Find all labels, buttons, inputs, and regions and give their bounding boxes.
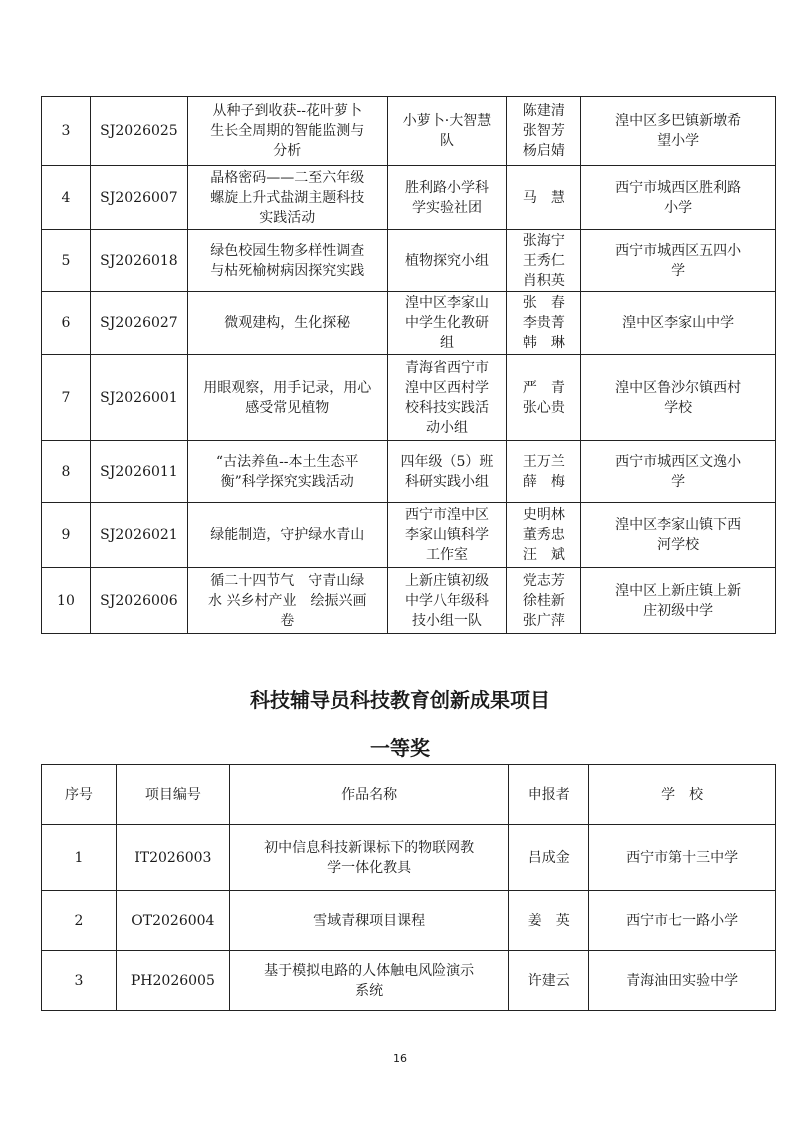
project-name: 绿色校园生物多样性调查 与枯死榆树病因探究实践	[187, 230, 387, 292]
school-name: 湟中区鲁沙尔镇西村 学校	[581, 355, 776, 441]
team-name: 植物探究小组	[387, 230, 507, 292]
school-name: 湟中区李家山镇下西 河学校	[581, 503, 776, 568]
project-name: 雪域青稞项目课程	[229, 891, 509, 951]
team-members: 陈建清 张智芳 杨启婧	[507, 97, 581, 166]
school-name: 湟中区上新庄镇上新 庄初级中学	[581, 568, 776, 634]
header-no: 序号	[42, 765, 117, 825]
row-number: 1	[42, 825, 117, 891]
header-name: 作品名称	[229, 765, 509, 825]
project-code: SJ2026025	[90, 97, 187, 166]
team-name: 小萝卜·大智慧 队	[387, 97, 507, 166]
table-row	[42, 441, 776, 503]
team-name: 上新庄镇初级 中学八年级科 技小组一队	[387, 568, 507, 634]
school-name: 西宁市七一路小学	[589, 891, 776, 951]
applicant-name: 姜 英	[509, 891, 589, 951]
table-row	[42, 166, 776, 230]
award-table-continued	[41, 96, 776, 634]
project-code: SJ2026006	[90, 568, 187, 634]
project-code: SJ2026001	[90, 355, 187, 441]
header-applicant: 申报者	[509, 765, 589, 825]
row-number: 2	[42, 891, 117, 951]
row-number: 6	[42, 292, 91, 355]
school-name: 西宁市城西区胜利路 小学	[581, 166, 776, 230]
project-name: 微观建构，生化探秘	[187, 292, 387, 355]
row-number: 9	[42, 503, 91, 568]
table-row	[42, 891, 776, 951]
project-code: SJ2026018	[90, 230, 187, 292]
project-code: SJ2026021	[90, 503, 187, 568]
award-table-body	[42, 97, 776, 634]
team-name: 西宁市湟中区 李家山镇科学 工作室	[387, 503, 507, 568]
row-number: 8	[42, 441, 91, 503]
team-members: 严 青 张心贵	[507, 355, 581, 441]
team-members: 张海宁 王秀仁 肖积英	[507, 230, 581, 292]
school-name: 西宁市城西区五四小 学	[581, 230, 776, 292]
table-row	[42, 292, 776, 355]
school-name: 湟中区李家山中学	[581, 292, 776, 355]
project-code: PH2026005	[116, 951, 229, 1011]
project-code: SJ2026011	[90, 441, 187, 503]
project-code: IT2026003	[116, 825, 229, 891]
header-school: 学 校	[589, 765, 776, 825]
row-number: 7	[42, 355, 91, 441]
row-number: 4	[42, 166, 91, 230]
team-members: 张 春 李贵菁 韩 琳	[507, 292, 581, 355]
project-code: OT2026004	[116, 891, 229, 951]
school-name: 青海油田实验中学	[589, 951, 776, 1011]
school-name: 西宁市第十三中学	[589, 825, 776, 891]
project-name: 绿能制造，守护绿水青山	[187, 503, 387, 568]
row-number: 10	[42, 568, 91, 634]
team-name: 四年级（5）班 科研实践小组	[387, 441, 507, 503]
school-name: 湟中区多巴镇新墩希 望小学	[581, 97, 776, 166]
applicant-name: 许建云	[509, 951, 589, 1011]
project-code: SJ2026007	[90, 166, 187, 230]
project-name: 用眼观察，用手记录，用心 感受常见植物	[187, 355, 387, 441]
table-row	[42, 355, 776, 441]
team-members: 王万兰 薛 梅	[507, 441, 581, 503]
first-prize-table	[41, 764, 776, 1011]
header-code: 项目编号	[116, 765, 229, 825]
row-number: 3	[42, 97, 91, 166]
project-name: 循二十四节气 守青山绿 水 兴乡村产业 绘振兴画 卷	[187, 568, 387, 634]
project-name: 初中信息科技新课标下的物联网教 学一体化教具	[229, 825, 509, 891]
table-row	[42, 503, 776, 568]
row-number: 5	[42, 230, 91, 292]
project-code: SJ2026027	[90, 292, 187, 355]
school-name: 西宁市城西区文逸小 学	[581, 441, 776, 503]
team-members: 史明林 董秀忠 汪 斌	[507, 503, 581, 568]
table-row	[42, 951, 776, 1011]
row-number: 3	[42, 951, 117, 1011]
team-name: 胜利路小学科 学实验社团	[387, 166, 507, 230]
first-prize-table-body	[42, 825, 776, 1011]
table-header	[42, 765, 776, 825]
team-name: 湟中区李家山 中学生化教研 组	[387, 292, 507, 355]
project-name: 从种子到收获--花叶萝卜 生长全周期的智能监测与 分析	[187, 97, 387, 166]
team-members: 党志芳 徐桂新 张广萍	[507, 568, 581, 634]
section-title: 科技辅导员科技教育创新成果项目	[250, 688, 550, 712]
team-members: 马 慧	[507, 166, 581, 230]
table-row	[42, 568, 776, 634]
project-name: “古法养鱼--本土生态平 衡”科学探究实践活动	[187, 441, 387, 503]
project-name: 晶格密码——二至六年级 螺旋上升式盐湖主题科技 实践活动	[187, 166, 387, 230]
table-row	[42, 825, 776, 891]
applicant-name: 吕成金	[509, 825, 589, 891]
table-row	[42, 230, 776, 292]
award-level-title: 一等奖	[370, 736, 430, 760]
table-row	[42, 97, 776, 166]
page-number: 16	[393, 1052, 407, 1065]
project-name: 基于模拟电路的人体触电风险演示 系统	[229, 951, 509, 1011]
team-name: 青海省西宁市 湟中区西村学 校科技实践活 动小组	[387, 355, 507, 441]
